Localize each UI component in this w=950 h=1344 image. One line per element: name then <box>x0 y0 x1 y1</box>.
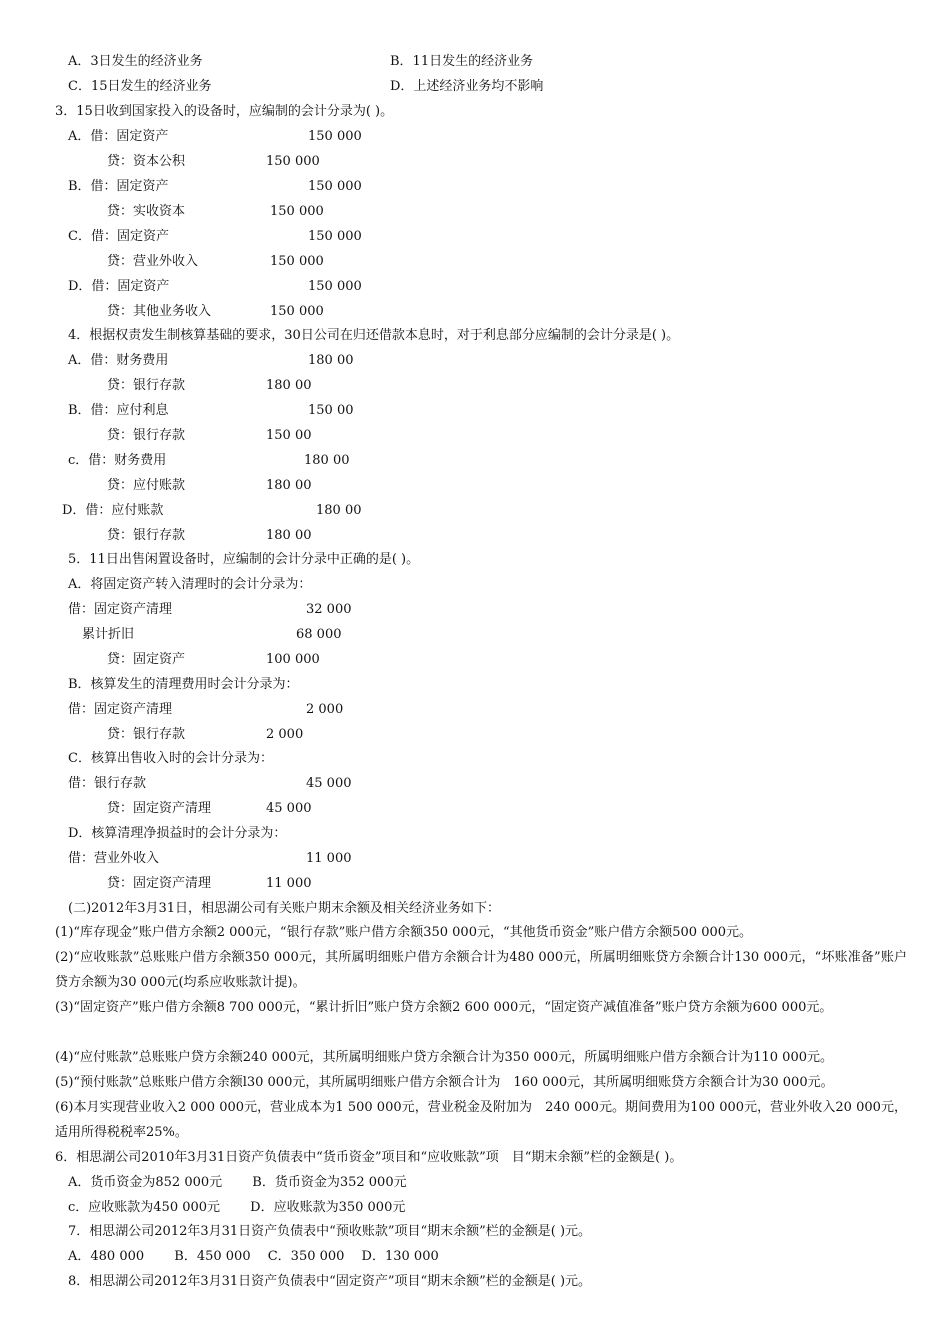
q3-c-debit-amount: 150 000 <box>308 229 362 244</box>
q5-c-debit: 借：银行存款 <box>68 776 147 791</box>
section2-item-6: (6)本月实现营业收入2 000 000元，营业成本为1 500 000元，营业税金及附加为 240 000元。期间费用为100 000元，营业外收入20 000元，适用所得税税率25%。 <box>55 1100 907 1140</box>
q3-b-debit: B．借：固定资产 <box>68 179 169 194</box>
q3-d-credit: 贷：其他业务收入 <box>107 304 212 319</box>
q4-d-debit: D．借：应付账款 <box>62 503 164 518</box>
q5-a-debit2-amount: 68 000 <box>296 627 342 642</box>
q3-a-credit: 贷：资本公积 <box>107 154 186 169</box>
q2-option-d: D．上述经济业务均不影响 <box>390 79 544 94</box>
q5-b-title: B．核算发生的清理费用时会计分录为： <box>68 677 299 692</box>
q2-option-c: C．15日发生的经济业务 <box>68 79 212 94</box>
q5-a-debit1: 借：固定资产清理 <box>68 602 173 617</box>
q5-a-title: A．将固定资产转入清理时的会计分录为： <box>68 577 312 592</box>
section2-item-4: (4)“应付账款”总账账户贷方余额240 000元，其所属明细账户贷方余额合计为350 000元，所属明细账户借方余额合计为110 000元。 <box>55 1050 833 1065</box>
q4-c-debit: c．借：财务费用 <box>68 453 167 468</box>
q4-a-credit-amount: 180 00 <box>266 378 312 393</box>
section2-item-2: (2)“应收账款”总账账户借方余额350 000元，其所属明细账户借方余额合计为480 000元，所属明细账贷方余额合计130 000元，“坏账准备”账户贷方余额为30 000元(均系应收账款计提)。 <box>55 950 907 990</box>
q5-c-title: C．核算出售收入时的会计分录为： <box>68 751 273 766</box>
section2-intro: (二)2012年3月31日，相思湖公司有关账户期末余额及相关经济业务如下： <box>68 901 501 916</box>
q5-c-debit-amount: 45 000 <box>306 776 352 791</box>
q5-b-debit-amount: 2 000 <box>306 702 344 717</box>
q4-stem: 4．根据权责发生制核算基础的要求，30日公司在归还借款本息时，对于利息部分应编制的会计分录是( )。 <box>68 328 680 343</box>
q3-c-credit-amount: 150 000 <box>270 254 324 269</box>
q5-d-credit-amount: 11 000 <box>266 876 312 891</box>
q3-b-debit-amount: 150 000 <box>308 179 362 194</box>
q3-d-debit: D．借：固定资产 <box>68 279 170 294</box>
q4-d-credit-amount: 180 00 <box>266 528 312 543</box>
section2-item-1: (1)“库存现金”账户借方余额2 000元，“银行存款”账户借方余额350 000元，“其他货币资金”账户借方余额500 000元。 <box>55 925 753 940</box>
q4-d-credit: 贷：银行存款 <box>107 528 186 543</box>
q4-b-credit: 贷：银行存款 <box>107 428 186 443</box>
q5-b-debit: 借：固定资产清理 <box>68 702 173 717</box>
q5-c-credit: 贷：固定资产清理 <box>107 801 212 816</box>
q5-a-debit1-amount: 32 000 <box>306 602 352 617</box>
q7-options: A．480 000 B．450 000 C．350 000 D．130 000 <box>68 1249 439 1264</box>
q4-a-credit: 贷：银行存款 <box>107 378 186 393</box>
q6-options-line-2: c．应收账款为450 000元 D．应收账款为350 000元 <box>68 1200 406 1215</box>
q3-c-debit: C．借：固定资产 <box>68 229 169 244</box>
q5-stem: 5．11日出售闲置设备时，应编制的会计分录中正确的是( )。 <box>68 552 420 567</box>
section2-item-3: (3)“固定资产”账户借方余额8 700 000元，“累计折旧”账户贷方余额2 600 000元，“固定资产减值准备”账户贷方余额为600 000元。 <box>55 1000 833 1015</box>
q7-stem: 7．相思湖公司2012年3月31日资产负债表中“预收账款”项目“期末余额”栏的金额是( )元。 <box>68 1224 592 1239</box>
q3-b-credit-amount: 150 000 <box>270 204 324 219</box>
q3-a-debit: A．借：固定资产 <box>68 129 169 144</box>
q3-a-credit-amount: 150 000 <box>266 154 320 169</box>
q5-b-credit: 贷：银行存款 <box>107 727 186 742</box>
q4-a-debit-amount: 180 00 <box>308 353 354 368</box>
q5-d-debit: 借：营业外收入 <box>68 851 160 866</box>
section2-item-5: (5)“预付账款”总账账户借方余额l30 000元，其所属明细账户借方余额合计为 160 000元，其所属明细账贷方余额合计为30 000元。 <box>55 1075 834 1090</box>
q4-b-debit: B．借：应付利息 <box>68 403 169 418</box>
q6-options-line-1: A．货币资金为852 000元 B．货币资金为352 000元 <box>68 1175 407 1190</box>
q5-c-credit-amount: 45 000 <box>266 801 312 816</box>
q5-d-title: D．核算清理净损益时的会计分录为： <box>68 826 287 841</box>
q4-a-debit: A．借：财务费用 <box>68 353 169 368</box>
q4-c-credit: 贷：应付账款 <box>107 478 186 493</box>
q4-b-credit-amount: 150 00 <box>266 428 312 443</box>
q3-d-credit-amount: 150 000 <box>270 304 324 319</box>
q4-b-debit-amount: 150 00 <box>308 403 354 418</box>
q8-stem: 8．相思湖公司2012年3月31日资产负债表中“固定资产”项目“期末余额”栏的金额是( )元。 <box>68 1274 592 1289</box>
q4-d-debit-amount: 180 00 <box>316 503 362 518</box>
q3-d-debit-amount: 150 000 <box>308 279 362 294</box>
q3-a-debit-amount: 150 000 <box>308 129 362 144</box>
q6-stem: 6．相思湖公司2010年3月31日资产负债表中“货币资金”项目和“应收账款”项 目“期末余额”栏的金额是( )。 <box>55 1150 683 1165</box>
q5-a-debit2: 累计折旧 <box>82 627 135 642</box>
q5-d-credit: 贷：固定资产清理 <box>107 876 212 891</box>
q4-c-credit-amount: 180 00 <box>266 478 312 493</box>
q2-option-b: B．11日发生的经济业务 <box>390 54 534 69</box>
q3-b-credit: 贷：实收资本 <box>107 204 186 219</box>
q5-d-debit-amount: 11 000 <box>306 851 352 866</box>
q3-stem: 3．15日收到国家投入的设备时，应编制的会计分录为( )。 <box>55 104 394 119</box>
q4-c-debit-amount: 180 00 <box>304 453 350 468</box>
q2-option-a: A．3日发生的经济业务 <box>68 54 203 69</box>
q5-a-credit-amount: 100 000 <box>266 652 320 667</box>
q5-a-credit: 贷：固定资产 <box>107 652 186 667</box>
q5-b-credit-amount: 2 000 <box>266 727 304 742</box>
q3-c-credit: 贷：营业外收入 <box>107 254 199 269</box>
